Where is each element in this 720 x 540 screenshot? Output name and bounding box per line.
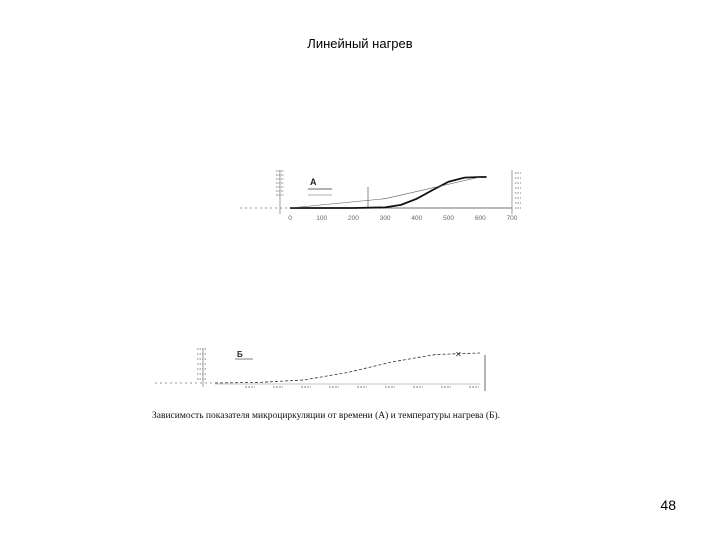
x-tick-label: 200	[347, 215, 359, 222]
page-number: 48	[660, 497, 676, 513]
series-line-thick	[290, 177, 487, 208]
x-tick-label: 400	[411, 215, 423, 222]
series-line-dashed	[215, 353, 480, 383]
x-tick-label: 0	[288, 215, 292, 222]
figure-caption: Зависимость показателя микроциркуляции от времени (А) и температуры нагрева (Б).	[152, 411, 501, 421]
marker-glyph: ✕	[455, 350, 462, 359]
chart-b	[150, 345, 510, 405]
panel-label-b: Б	[237, 350, 243, 359]
x-tick-label: 600	[474, 215, 486, 222]
slide-title: Линейный нагрев	[307, 36, 413, 51]
x-tick-label: 300	[379, 215, 391, 222]
x-tick-label: 500	[443, 215, 455, 222]
x-tick-label: 100	[316, 215, 328, 222]
chart-a	[240, 165, 540, 240]
x-tick-label: 700	[506, 215, 518, 222]
panel-label-a: А	[310, 177, 317, 187]
